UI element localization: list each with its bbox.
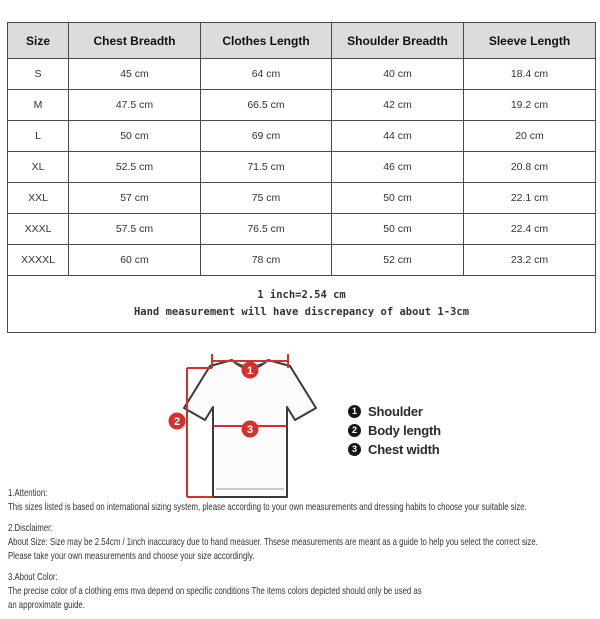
cell-chest: 52.5 cm xyxy=(69,152,201,183)
table-row xyxy=(8,245,596,276)
cell-length: 64 cm xyxy=(201,59,332,90)
cell-length: 78 cm xyxy=(201,245,332,276)
note-text: Please take your own measurements and choose your size accordingly. xyxy=(8,550,255,562)
cell-chest: 57 cm xyxy=(69,183,201,214)
cell-sleeve: 22.1 cm xyxy=(464,183,596,214)
table-row xyxy=(8,59,596,90)
cell-shoulder: 42 cm xyxy=(332,90,464,121)
table-row xyxy=(8,90,596,121)
header-size: Size xyxy=(8,23,69,59)
cell-sleeve: 18.4 cm xyxy=(464,59,596,90)
hand-measurement-note: Hand measurement will have discrepancy of about 1-3cm xyxy=(133,306,470,318)
note-text: an approximate guide. xyxy=(8,599,85,611)
cell-shoulder: 44 cm xyxy=(332,121,464,152)
svg-text:2: 2 xyxy=(173,416,181,428)
note-heading: 3.About Color: xyxy=(8,571,58,583)
numbered-circle-icon: 3 xyxy=(348,443,361,456)
notes-section xyxy=(8,486,593,619)
legend-label: Body length xyxy=(368,423,441,438)
legend-item-shoulder xyxy=(348,402,441,421)
svg-text:1: 1 xyxy=(246,365,254,377)
cell-sleeve: 23.2 cm xyxy=(464,245,596,276)
marker-1 xyxy=(242,362,259,379)
numbered-circle-icon: 2 xyxy=(348,424,361,437)
cell-sleeve: 19.2 cm xyxy=(464,90,596,121)
attention-note xyxy=(8,486,593,514)
header-chest-breadth: Chest Breadth xyxy=(69,23,201,59)
cell-shoulder: 40 cm xyxy=(332,59,464,90)
cell-chest: 47.5 cm xyxy=(69,90,201,121)
cell-length: 71.5 cm xyxy=(201,152,332,183)
table-note-row xyxy=(8,276,596,333)
header-clothes-length: Clothes Length xyxy=(201,23,332,59)
header-sleeve-length: Sleeve Length xyxy=(464,23,596,59)
cell-size: M xyxy=(8,90,69,121)
legend-item-body-length xyxy=(348,421,441,440)
note-heading: 1.Attention: xyxy=(8,487,48,499)
marker-2 xyxy=(169,413,186,430)
cell-shoulder: 52 cm xyxy=(332,245,464,276)
legend-label: Chest width xyxy=(368,442,440,457)
cell-shoulder: 50 cm xyxy=(332,183,464,214)
note-text: The precise color of a clothing ems mva depend on specific conditions The items colors depicted should only be used as xyxy=(8,585,422,597)
cell-length: 69 cm xyxy=(201,121,332,152)
cell-length: 75 cm xyxy=(201,183,332,214)
cell-size: S xyxy=(8,59,69,90)
disclaimer-note xyxy=(8,521,593,563)
svg-text:3: 3 xyxy=(246,424,254,436)
cell-size: XXXL xyxy=(8,214,69,245)
table-row xyxy=(8,152,596,183)
cell-chest: 50 cm xyxy=(69,121,201,152)
cell-chest: 57.5 cm xyxy=(69,214,201,245)
cell-sleeve: 20.8 cm xyxy=(464,152,596,183)
cell-shoulder: 50 cm xyxy=(332,214,464,245)
numbered-circle-icon: 1 xyxy=(348,405,361,418)
header-shoulder-breadth: Shoulder Breadth xyxy=(332,23,464,59)
inch-conversion-note: 1 inch=2.54 cm xyxy=(257,289,346,301)
cell-chest: 45 cm xyxy=(69,59,201,90)
legend-item-chest-width xyxy=(348,440,441,459)
note-text: This sizes listed is based on international sizing system, please according to your own measurements and dressing habits to choose your suitable size. xyxy=(8,501,527,513)
note-text: About Size: Size may be 2.54cm / 1inch inaccuracy due to hand measuer. Thsese measurements are meant as a guide to help you select the correct size. xyxy=(8,536,538,548)
cell-size: XXL xyxy=(8,183,69,214)
legend-label: Shoulder xyxy=(368,404,423,419)
note-heading: 2.Disclaimer: xyxy=(8,522,53,534)
about-color-note xyxy=(8,570,593,612)
table-row xyxy=(8,121,596,152)
cell-length: 76.5 cm xyxy=(201,214,332,245)
measurement-note xyxy=(8,276,596,333)
diagram-legend xyxy=(348,402,441,459)
cell-length: 66.5 cm xyxy=(201,90,332,121)
cell-chest: 60 cm xyxy=(69,245,201,276)
table-row xyxy=(8,183,596,214)
table-header-row xyxy=(8,23,596,59)
cell-shoulder: 46 cm xyxy=(332,152,464,183)
size-table xyxy=(7,22,596,333)
cell-size: L xyxy=(8,121,69,152)
cell-sleeve: 20 cm xyxy=(464,121,596,152)
marker-3 xyxy=(242,421,259,438)
cell-sleeve: 22.4 cm xyxy=(464,214,596,245)
cell-size: XXXXL xyxy=(8,245,69,276)
table-row xyxy=(8,214,596,245)
cell-size: XL xyxy=(8,152,69,183)
